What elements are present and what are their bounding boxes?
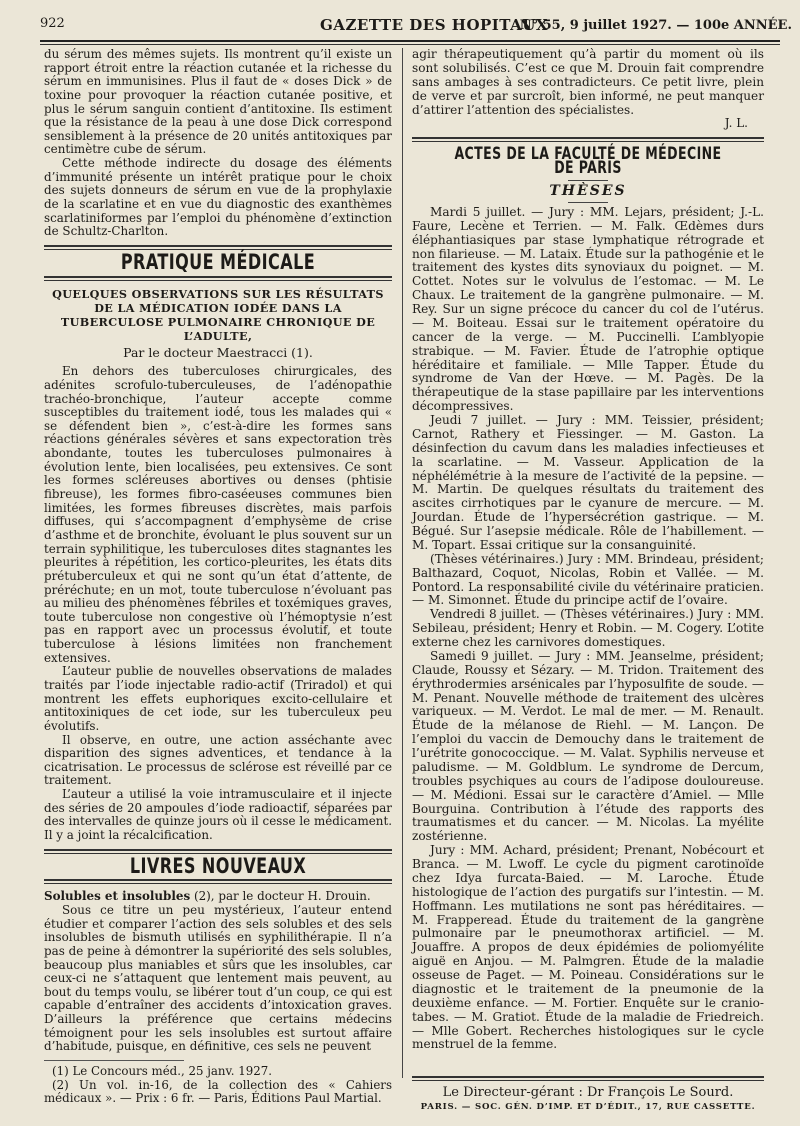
- issue-info: N° 55, 9 juillet 1927. — 100e ANNÉE.: [519, 18, 792, 33]
- theses-heading: THÈSES: [549, 183, 627, 199]
- right-column: [412, 48, 764, 1052]
- intro-paragraph: du sérum des mêmes sujets. Ils montrent qu’il existe un rapport étroit entre la réaction cutanée et la richesse du sérum en immunisines. Plus il faut de « doses Dick » de toxine pour provoquer la réaction cutanée positive, et plus le sérum sanguin contient d’antitoxine. Ils estiment que la résistance de la peau à une dose Dick correspond sensiblement à la présence de 20 unités antitoxiques par centimètre cube de sérum.: [44, 47, 392, 157]
- intro-paragraph-2: Cette méthode indirecte du dosage des éléments d’immunité présente un intérêt pratique pour le choix des sujets donneurs de sérum en vue de la prophylaxie de la scarlatine et en vue du diagnostic des exanthèmes scarlatiniformes par l’emploi du phénomène d’extinction de Schultz-Charlton.: [44, 156, 392, 239]
- section-title-livres: LIVRES NOUVEAUX: [129, 853, 307, 878]
- book-title: Solubles et insolubles: [44, 889, 191, 904]
- journal-title: GAZETTE DES HOPITAUX: [320, 16, 549, 34]
- book-author: (2), par le docteur H. Drouin.: [193, 889, 371, 904]
- header-rule-thin: [40, 44, 780, 45]
- theses-mardi: Mardi 5 juillet. — Jury : MM. Lejars, président; J.-L. Faure, Lecène et Terrien. — M. Falk. Œdèmes durs éléphantiasiques par stase lymphatique rétrograde et non filarieuse. — M. Lataix. Étude sur la pathogénie et le traitement des kystes dits synoviaux du poignet. — M. Cottet. Notes sur le volvulus de l’estomac. — M. Le Chaux. Le traitement de la gangrène pulmonaire. — M. Rey. Sur un signe précoce du cancer du col de l’utérus. — M. Boiteau. Essai sur le traitement opératoire du cancer de la verge. — M. Puccinelli. L’amblyopie strabique. — M. Favier. Étude de l’atrophie optique héréditaire et familiale. — Mlle Tapper. Étude du syndrome de Van der Hœve. — M. Pagès. De la thérapeutique de la stase papillaire par les interventions décompressives.: [412, 204, 764, 414]
- theses-jeudi: Jeudi 7 juillet. — Jury : MM. Teissier, président; Carnot, Rathery et Fiessinger. — M. Gaston. La désinfection du cavum dans les maladies infectieuses et la scarlatine. — M. Vasseur. Application de la néphélémétrie à la mesure de l’activité de la pepsine. — M. Martin. De quelques résultats du traitement des ascites cirrhotiques par le cyanure de mercure. — M. Jourdan. Étude de l’hypersécrétion gastrique. — M. Bégué. Sur l’asepsie médicale. Rôle de l’habillement. — M. Topart. Essai critique sur la consanguinité.: [412, 413, 764, 552]
- review-continuation: agir thérapeutiquement qu’à partir du moment où ils sont solubilisés. C’est ce que M. Drouin fait comprendre sans ambages à ses contradicteurs. Ce petit livre, plein de verve et par surcroît, bien informé, ne peut manquer d’attirer l’attention des spécialistes.: [412, 47, 764, 117]
- article-paragraph-2: L’auteur publie de nouvelles observations de malades traités par l’iode injectable radio-actif (Triradol) et qui montrent les effets euphoriques excito-cellulaire et antitoxiniques de cet iode, sur les tuberculeux peu évolutifs.: [44, 664, 392, 733]
- article-byline: Par le docteur Maestracci (1).: [123, 344, 313, 360]
- column-separator: [402, 48, 403, 1078]
- footnote-1: (1) Le Concours méd., 25 janv. 1927.: [52, 1064, 273, 1078]
- section-title-pratique: PRATIQUE MÉDICALE: [120, 249, 316, 274]
- article-paragraph-3: Il observe, en outre, une action asséchante avec disparition des signes adventices, et tendance à la cicatrisation. Le processus de sclérose est réveillé par ce traitement.: [44, 732, 392, 788]
- section-rule: [412, 137, 764, 142]
- article-paragraph-4: L’auteur a utilisé la voie intramusculaire et il injecte des séries de 20 ampoules d’iode radioactif, séparées par des intervalles de quinze jours où il cesse le médicament. Il y a joint la récalcification.: [44, 787, 392, 843]
- footer-rule: [412, 1076, 764, 1081]
- theses-vendredi: Vendredi 8 juillet. — (Thèses vétérinaires.) Jury : MM. Sebileau, président; Henry et Robin. — M. Cogery. L’otite externe chez les carnivores domestiques.: [412, 607, 764, 649]
- page-footer: [412, 1076, 764, 1112]
- director-signature: Le Directeur-gérant : Dr François Le Sourd.: [442, 1085, 734, 1100]
- section-title-actes: ACTES DE LA FACULTÉ DE MÉDECINE DE PARIS: [454, 144, 722, 179]
- printer-line: PARIS. — SOC. GÉN. D’IMP. ET D’ÉDIT., 17, RUE CASSETTE.: [420, 1102, 756, 1112]
- review-signature: J. L.: [724, 116, 748, 131]
- book-review: Sous ce titre un peu mystérieux, l’auteur entend étudier et comparer l’action des sels solubles et des sels insolubles de bismuth utilisés en syphilithérapie. Il n’a pas de peine à démontrer la supériorité des sels solubles, beaucoup plus maniables et sûrs que les insolubles, car ceux-ci ne s’attaquent que lentement mais peuvent, au bout du temps voulu, se libérer tout d’un coup, ce qui est capable d’entraîner des accidents d’intoxication graves. D’ailleurs la préférence que certains médecins témoignent pour les sels insolubles est surtout affaire d’habitude, puisque, en définitive, ces sels ne peuvent: [44, 902, 392, 1054]
- short-rule: [568, 180, 608, 181]
- theses-samedi-jury-2: Jury : MM. Achard, président; Prenant, Nobécourt et Branca. — M. Lwoff. Le cycle du pigment carotinoïde chez Idya furcata-Baied. — M. Laroche. Étude histologique de l’action des purgatifs sur l’intestin. — M. Hoffmann. Les mutilations ne sont pas héréditaires. — M. Frapperead. Étude du traitement de la gangrène pulmonaire par le pneumothorax artificiel. — M. Jouaffre. A propos de deux épidémies de poliomyélite aiguë en Anjou. — M. Palmgren. Étude de la maladie osseuse de Paget. — M. Poineau. Considérations sur le diagnostic et le traitement de la pneumonie de la deuxième enfance. — M. Fortier. Enquête sur le cranio-tabes. — M. Gratiot. Étude de la maladie de Friedreich. — Mlle Gobert. Recherches histologiques sur le cycle menstruel de la femme.: [412, 843, 764, 1052]
- page-number: 922: [40, 16, 65, 31]
- book-heading: [44, 890, 392, 904]
- section-rule: [44, 879, 392, 884]
- theses-veterinaires: (Thèses vétérinaires.) Jury : MM. Brindeau, président; Balthazard, Coquot, Nicolas, Robin et Vallée. — M. Pontord. La responsabilité civile du vétérinaire praticien. — M. Simonnet. Étude du principe actif de l’ovaire.: [412, 551, 764, 608]
- theses-samedi: Samedi 9 juillet. — Jury : MM. Jeanselme, président; Claude, Roussy et Sézary. — M. Tridon. Traitement des érythrodermies arsénicales par l’hyposulfite de soude. — M. Penant. Nouvelle méthode de traitement des ulcères variqueux. — M. Verdot. Le mal de mer. — M. Renault. Étude de la mélanose de Riehl. — M. Lançon. De l’emploi du vaccin de Demouchy dans le traitement de l’urétrite gonococcique. — M. Valat. Syphilis nerveuse et paludisme. — M. Goldblum. Le syndrome de Dercum, troubles psychiques au cours de l’adipose douloureuse. — M. Médioni. Essai sur le caractère d’Amiel. — Mlle Bourguina. Contribution à l’étude des rapports des traumatismes et du cancer. — M. Nicolas. La myélite zostérienne.: [412, 648, 764, 844]
- footnotes: [44, 1065, 392, 1106]
- header-rule: [40, 40, 780, 42]
- footnote-2: (2) Un vol. in-16, de la collection des « Cahiers médicaux ». — Prix : 6 fr. — Paris, Éditions Paul Martial.: [44, 1077, 392, 1105]
- article-paragraph-1: En dehors des tuberculoses chirurgicales, des adénites scrofulo-tuberculeuses, de l’adénopathie trachéo-bronchique, l’auteur accepte comme susceptibles du traitement iodé, tous les malades qui « se défendent bien », c’est-à-dire les formes sans réactions générales sévères et sans expectoration très abondante, toutes les tuberculoses pulmonaires à évolution lente, bien localisées, peu extensives. Ce sont les formes scléreuses abortives ou denses (phtisie fibreuse), les formes fibro-caséeuses communes bien limitées, les formes fibreuses discrètes, mais parfois diffuses, qui s’accompagnent d’emphysème de crise d’asthme et de bronchite, évoluant le plus souvent sur un terrain syphilitique, les tuberculoses dites stagnantes les pleurites à répétition, les cortico-pleurites, les états dits prétuberculeux et qui ne sont qu’un état d’attente, de préréchute; en un mot, toute tuberculose n’évoluant pas au milieu des phénomènes fébriles et toxémiques graves, toute tuberculose non congestive où l’hémoptysie n’est pas en rapport avec un processus évolutif, et toute tuberculose à lésions limitées non franchement extensives.: [44, 364, 392, 665]
- left-column: [44, 48, 392, 1106]
- article-title: QUELQUES OBSERVATIONS SUR LES RÉSULTATS DE LA MÉDICATION IODÉE DANS LA TUBERCULOSE PULMONAIRE CHRONIQUE DE L’ADULTE,: [52, 286, 384, 343]
- section-rule: [44, 276, 392, 281]
- short-rule: [568, 202, 608, 203]
